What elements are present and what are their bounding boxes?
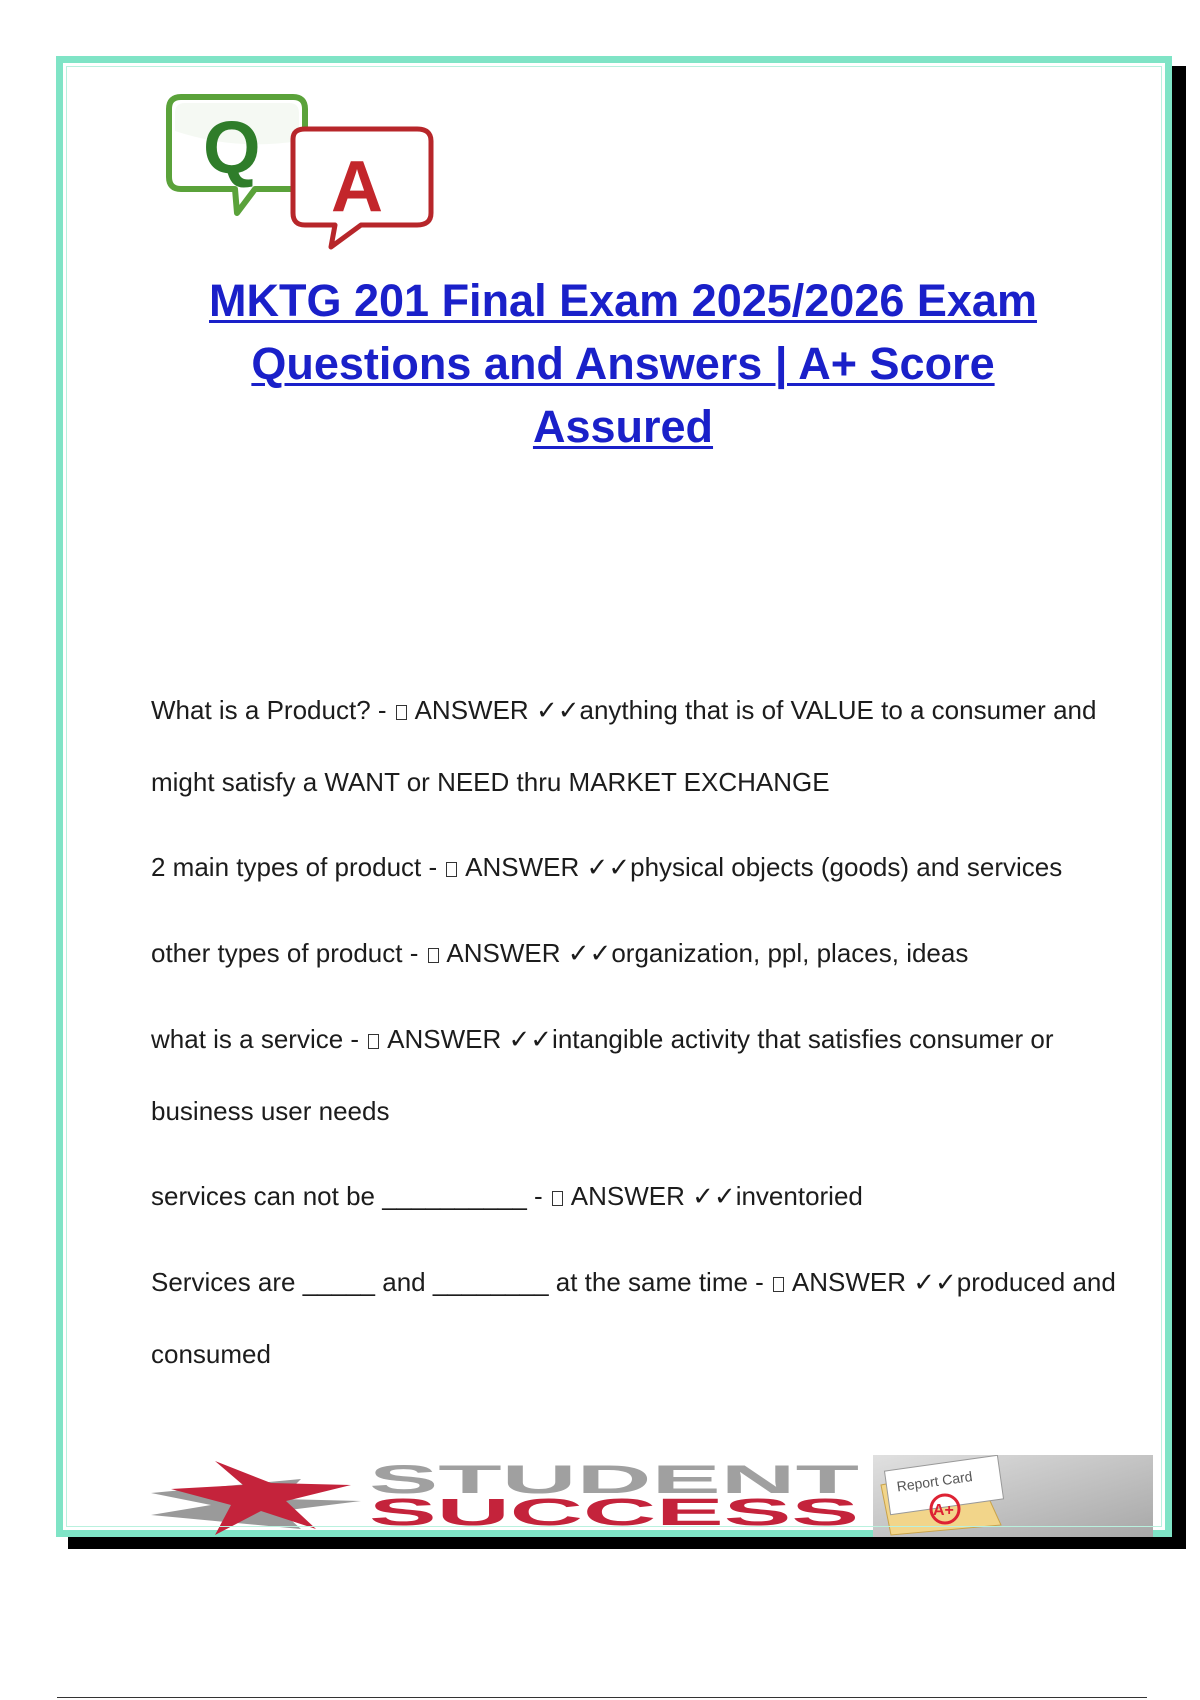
question-text: Services are _____ and ________ at the same time - xyxy=(151,1267,764,1297)
double-check-icon: ✓✓ xyxy=(913,1268,957,1298)
report-card-icon xyxy=(873,1455,1153,1537)
answer-text: produced and consumed xyxy=(151,1267,1116,1369)
qa-item xyxy=(151,1161,1141,1233)
qa-item xyxy=(151,918,1141,990)
answer-marker: ANSWER xyxy=(414,695,529,725)
question-text: What is a Product? - xyxy=(151,695,387,725)
logo-line-success: SUCCESS xyxy=(369,1492,859,1534)
missing-glyph-box-icon xyxy=(773,1277,784,1292)
answer-marker: ANSWER xyxy=(465,852,580,882)
question-text: other types of product - xyxy=(151,938,419,968)
a-speech-bubble-icon xyxy=(293,129,431,247)
answer-marker: ANSWER xyxy=(570,1181,685,1211)
qa-item xyxy=(151,1004,1141,1147)
report-card-grade: A+ xyxy=(933,1502,954,1519)
answer-text: organization, ppl, places, ideas xyxy=(611,938,969,968)
document-title[interactable]: MKTG 201 Final Exam 2025/2026 Exam Questions and Answers | A+ Score Assured xyxy=(209,275,1037,452)
answer-text: inventoried xyxy=(735,1181,863,1211)
double-check-icon: ✓✓ xyxy=(567,939,612,969)
qa-item xyxy=(151,675,1141,818)
answer-marker: ANSWER xyxy=(387,1024,502,1054)
qa-item xyxy=(151,1247,1141,1390)
student-success-logo xyxy=(151,1455,1153,1537)
report-card-label: Report Card xyxy=(895,1468,974,1495)
qa-item xyxy=(151,832,1141,904)
double-check-icon: ✓✓ xyxy=(586,853,631,883)
question-text: services can not be __________ - xyxy=(151,1181,543,1211)
q-speech-bubble-icon xyxy=(169,97,305,213)
a-letter: A xyxy=(331,147,383,227)
answer-marker: ANSWER xyxy=(791,1267,906,1297)
answer-text: intangible activity that satisfies consumer or business user needs xyxy=(151,1024,1054,1126)
double-check-icon: ✓✓ xyxy=(692,1182,736,1212)
missing-glyph-box-icon xyxy=(428,948,439,963)
answer-text: anything that is of VALUE to a consumer and might satisfy a WANT or NEED thru MARKET EXCHANGE xyxy=(151,695,1097,797)
missing-glyph-box-icon xyxy=(552,1191,563,1206)
missing-glyph-box-icon xyxy=(396,705,407,720)
double-check-icon: ✓✓ xyxy=(535,696,580,726)
page-frame xyxy=(56,56,1172,1537)
qa-logo xyxy=(155,91,455,271)
missing-glyph-box-icon xyxy=(446,862,457,877)
answer-text: physical objects (goods) and services xyxy=(630,852,1063,882)
missing-glyph-box-icon xyxy=(368,1034,379,1049)
star-swoosh-icon xyxy=(151,1461,361,1535)
page-bottom-rule xyxy=(57,1697,1147,1698)
double-check-icon: ✓✓ xyxy=(508,1025,553,1055)
answer-marker: ANSWER xyxy=(446,938,561,968)
logo-line-student: STUDENT xyxy=(369,1458,859,1502)
q-letter: Q xyxy=(203,106,261,189)
question-text: 2 main types of product - xyxy=(151,852,438,882)
qa-list xyxy=(151,675,1141,1390)
question-text: what is a service - xyxy=(151,1024,360,1054)
